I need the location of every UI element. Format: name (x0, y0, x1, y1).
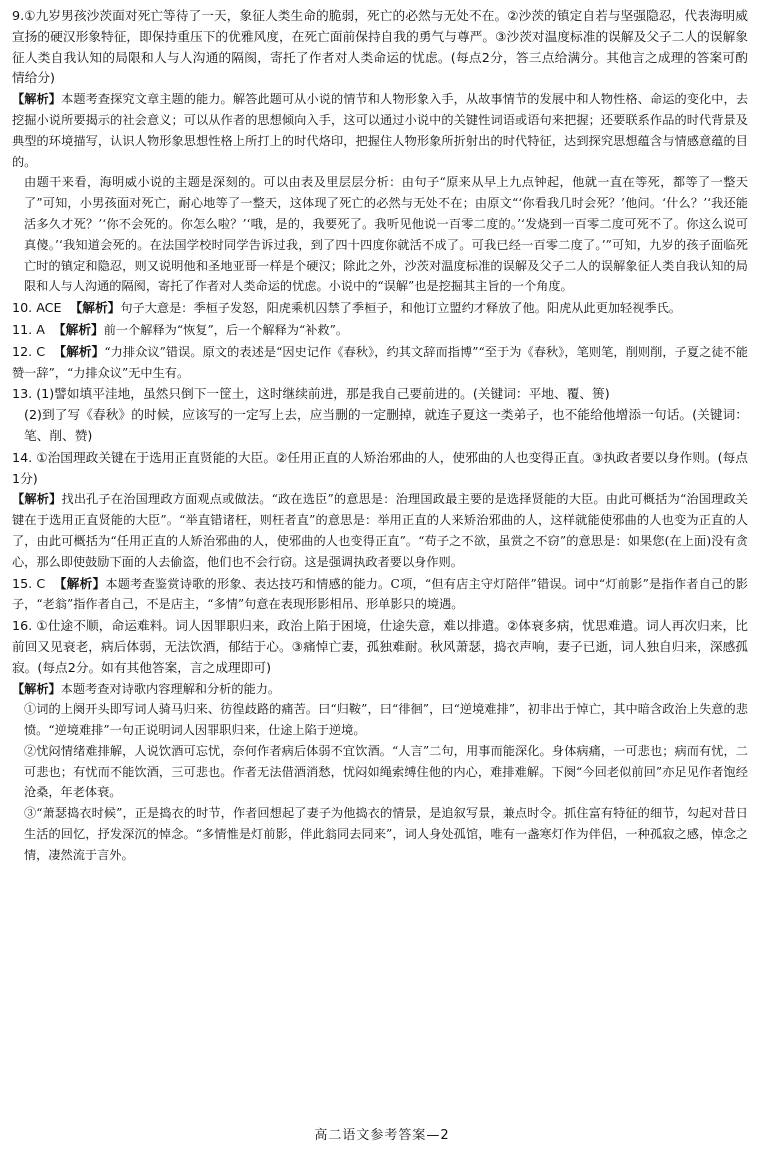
q9-analysis-2: 由题干来看，海明威小说的主题是深刻的。可以由表及里层层分析：由句子“原来从早上九点钟起，他就一直在等死，都等了一整天了”可知，小男孩面对死亡，耐心地等了一整天，这体现了死亡的必然与无处不在；由原文“‘你看我几时会死？’他问。‘什么？’‘我还能活多久才死？’‘你不会死的。你怎么啦？’‘哦，是的，我要死了。我听见他说一百零二度的。’‘发烧到一百零二度可死不了。你这么说可真傻。’‘我知道会死的。在法国学校时同学告诉过我，到了四十四度你就活不成了。可我已经一百零二度了。’”可知，九岁的孩子面临死亡时的镇定和隐忍，则又说明他和圣地亚哥一样是个硬汉；除此之外，沙茨对温度标准的误解及父子二人的误解象征人类自我认知的局限和人与人沟通的隔阂，寄托了作者对人类命运的忧虑。小说中的“误解”也是挖掘其主旨的一个角度。 (24, 175, 748, 294)
analysis-tag: 【解析】 (12, 681, 61, 696)
q13-answer-1: 13. (1)譬如填平洼地，虽然只倒下一筐土，这时继续前进，那是我自己要前进的。(关键词：平地、覆、篑) (12, 386, 610, 402)
q15-answer: 15. C (12, 575, 46, 591)
analysis-tag: 【解析】 (53, 575, 106, 591)
q16-analysis-3: ③“萧瑟捣衣时候”，正是捣衣的时节，作者回想起了妻子为他捣衣的情景，是追叙写景，兼点时令。抓住富有特征的细节，勾起对昔日生活的回忆，抒发深沉的悼念。“多情惟是灯前影，伴此翁同去同来”，词人身处孤馆，唯有一盏寒灯作为伴侣，一种孤寂之感，悼念之情，凄然流于言外。 (24, 806, 748, 862)
q11-answer: 11. A (12, 321, 45, 337)
q16-analysis-text: 本题考查对诗歌内容理解和分析的能力。 (60, 681, 281, 696)
analysis-tag: 【解析】 (12, 492, 62, 507)
q16-analysis (12, 679, 748, 700)
analysis-tag: 【解析】 (52, 321, 104, 337)
q15 (12, 574, 748, 616)
q9-answer: 9.①九岁男孩沙茨面对死亡等待了一天，象征人类生命的脆弱，死亡的必然与无处不在。②沙茨的镇定自若与坚强隐忍，代表海明威宣扬的硬汉形象特征，即保持重压下的优雅风度，在死亡面前保持自我的勇气与尊严。③沙茨对温度标准的误解及父子二人的误解象征人类自我认知的局限和人与人沟通的隔阂，寄托了作者对人类命运的忧虑。(每点2分，答三点给满分。其他言之成理的答案可酌情给分) (12, 8, 748, 86)
q10-answer: 10. ACE (12, 300, 62, 316)
q12 (12, 342, 748, 384)
q16-analysis-1: ①词的上阕开头即写词人骑马归来、彷徨歧路的痛苦。曰“归鞍”，曰“徘徊”，曰“逆境难排”，初非出于悼亡，其中暗含政治上失意的悲愤。“逆境难排”一句正说明词人因罪职归来，仕途上陷于逆境。 (24, 702, 748, 738)
q14-answer: 14. ①治国理政关键在于选用正直贤能的大臣。②任用正直的人矫治邪曲的人，使邪曲的人也变得正直。③执政者要以身作则。(每点1分) (12, 449, 748, 486)
q11 (12, 320, 748, 341)
q9-analysis-text: 本题考查探究文章主题的能力。解答此题可从小说的情节和人物形象入手，从故事情节的发展中和人物性格、命运的变化中，去挖掘小说所要揭示的社会意义；可以从作者的思想倾向入手，这可以通过小说中的关键性词语或语句来把握；还要联系作品的时代背景及典型的环境描写，认识人物形象思想性格上所打上的时代烙印，把握住人物形象所折射出的时代特征，达到探究思想蕴含与情感意蕴的目的。 (12, 92, 749, 169)
q15-analysis: 本题考查鉴赏诗歌的形象、表达技巧和情感的能力。C项，“但有店主守灯陪伴”错误。词中“灯前影”是指作者自己的影子，“老翁”指作者自己，不是店主，“多情”句意在表现形影相吊、形单影只的境遇。 (12, 576, 748, 612)
q12-answer: 12. C (12, 343, 46, 359)
q12-analysis: “力排众议”错误。原文的表述是“因史记作《春秋》，约其文辞而指博”“至于为《春秋》，笔则笔，削则削，子夏之徒不能赞一辞”，“力排众议”无中生有。 (12, 344, 748, 380)
analysis-tag: 【解析】 (12, 92, 62, 107)
analysis-tag: 【解析】 (69, 300, 121, 316)
q10-analysis: 句子大意是：季桓子发怒，阳虎乘机囚禁了季桓子，和他订立盟约才释放了他。阳虎从此更加轻视季氏。 (120, 301, 681, 316)
q16-answer: 16. ①仕途不顺，命运难料。词人因罪职归来，政治上陷于困境，仕途失意，难以排遣。②体衰多病，忧思难遣。词人再次归来，比前回又见衰老，病后体弱，无法饮酒，郁结于心。③痛悼亡妻，孤独难耐。秋风萧瑟，捣衣声响，妻子已逝，词人独自归来，深感孤寂。(每点2分。如有其他答案，言之成理即可) (12, 618, 748, 675)
analysis-tag: 【解析】 (53, 343, 105, 359)
page-footer: 高二语文参考答案—2 (314, 1128, 450, 1143)
q13-answer-2: (2)到了写《春秋》的时候，应该写的一定写上去，应当删的一定删掉，就连子夏这一类弟子，也不能给他增添一句话。(关键词：笔、削、赞) (24, 407, 748, 443)
q10 (12, 298, 748, 319)
q11-analysis: 前一个解释为“恢复”，后一个解释为“补救”。 (103, 322, 349, 337)
q16-analysis-2: ②忧闷情绪难排解，人说饮酒可忘忧，奈何作者病后体弱不宜饮酒。“人言”二句，用事而能深化。身体病痛，一可悲也；病而有忧，二可悲也；有忧而不能饮酒，三可悲也。作者无法借酒消愁，忧闷如绳索缚住他的内心，难排难解。下阕“今回老似前回”亦足见作者饱经沧桑，年老体衰。 (24, 743, 748, 800)
q14-analysis (12, 489, 748, 572)
q9-analysis (12, 89, 748, 172)
q14-analysis-text: 找出孔子在治国理政方面观点或做法。“政在选臣”的意思是：治理国政最主要的是选择贤能的大臣。由此可概括为“治国理政关键在于选用正直贤能的大臣”。“举直错诸枉，则枉者直”的意思是：举用正直的人来矫治邪曲的人，这样就能使邪曲的人也变为正直的人了，由此可概括为“任用正直的人矫治邪曲的人，使邪曲的人也变得正直”。“苟子之不欲，虽赏之不窃”的意思是：如果您(在上面)没有贪心，那么即使鼓励下面的人去偷盗，他们也不会行窃。这是强调执政者要以身作则。 (12, 492, 748, 569)
